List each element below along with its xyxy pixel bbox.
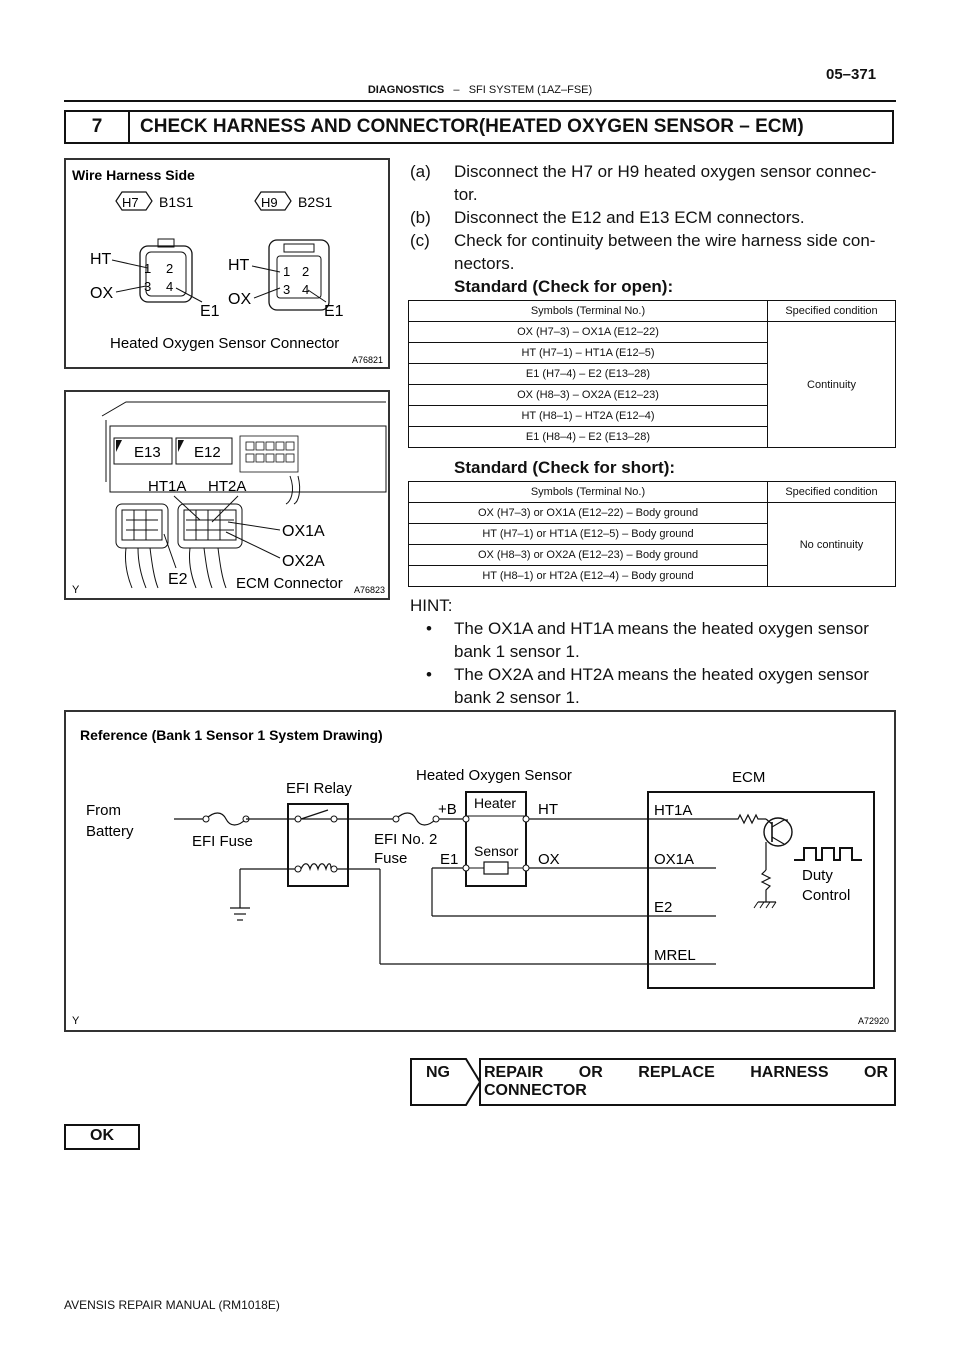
short-check-table [408, 481, 896, 587]
hint-item-2 [410, 663, 896, 709]
open-row-6: E1 (H8–4) – E2 (E13–28) [409, 427, 768, 448]
ht-label: HT [538, 801, 558, 818]
header-rule [64, 100, 896, 102]
open-condition: Continuity [768, 322, 896, 448]
instr-a-label: (a) [410, 162, 431, 181]
e12-label: E12 [194, 444, 221, 461]
ok-box [64, 1124, 140, 1150]
transistor-symbol [764, 818, 792, 846]
step-title-box [64, 110, 894, 144]
ecm-ox1a-label: OX1A [654, 851, 695, 868]
step-title: CHECK HARNESS AND CONNECTOR(HEATED OXYGEN SENSOR – ECM) [140, 116, 804, 137]
short-row-1: OX (H7–3) or OX1A (E12–22) – Body ground [409, 503, 768, 524]
hint-bullet-1: • [426, 619, 432, 638]
instruction-c [410, 229, 896, 275]
sensor-label: Sensor [474, 843, 519, 859]
short-row-3: OX (H8–3) or OX2A (E12–23) – Body ground [409, 545, 768, 566]
ok-label: OK [90, 1127, 114, 1144]
short-row-4: HT (H8–1) or HT2A (E12–4) – Body ground [409, 566, 768, 587]
footer: AVENSIS REPAIR MANUAL (RM1018E) [64, 1298, 280, 1312]
instr-c-label: (c) [410, 231, 430, 250]
e1-label: E1 [440, 851, 459, 868]
h9-pin3: 3 [283, 282, 291, 297]
ox-right-label: OX [228, 291, 252, 308]
open-row-1: OX (H7–3) – OX1A (E12–22) [409, 322, 768, 343]
system-drawing [66, 712, 894, 1030]
short-condition: No continuity [768, 503, 896, 587]
header-section: DIAGNOSTICS [367, 84, 445, 96]
hint-1-line2: bank 1 sensor 1. [454, 642, 580, 661]
instr-b-label: (b) [410, 208, 431, 227]
ecm-pin-grid [240, 436, 298, 472]
open-check-table [408, 300, 896, 448]
hint-item-1 [410, 617, 896, 663]
ox-label: OX [538, 851, 560, 868]
hint-label: HINT: [410, 596, 453, 615]
header-subsection: SFI SYSTEM (1AZ–FSE) [468, 84, 593, 96]
instr-c-text: Check for continuity between the wire harness side con- [454, 231, 876, 250]
efi-fuse-label: EFI Fuse [192, 833, 253, 850]
fig2-corner: Y [72, 584, 80, 596]
ht2a-label: HT2A [208, 478, 247, 495]
figure-system-drawing [64, 710, 896, 1032]
open-row-4: OX (H8–3) – OX2A (E12–23) [409, 385, 768, 406]
hint-2-line1: The OX2A and HT2A means the heated oxygen sensor [454, 665, 869, 684]
e13-label: E13 [134, 444, 161, 461]
e13-plug [116, 504, 168, 588]
instr-a-text: Disconnect the H7 or H9 heated oxygen sensor connec- [454, 162, 877, 181]
fig1-caption: Heated Oxygen Sensor Connector [110, 335, 340, 352]
instruction-b [410, 206, 896, 229]
hint-1-line1: The OX1A and HT1A means the heated oxygen sensor [454, 619, 869, 638]
short-check-heading: Standard (Check for short): [454, 458, 676, 477]
short-col1-header: Symbols (Terminal No.) [409, 482, 768, 503]
sensor-connector-drawing [66, 160, 388, 367]
hint-2-line2: bank 2 sensor 1. [454, 688, 580, 707]
efi-relay-label: EFI Relay [286, 780, 352, 797]
h7-pin3: 3 [144, 279, 152, 294]
h7-pin4: 4 [166, 279, 174, 294]
fig3-code: A72920 [858, 1016, 890, 1026]
h7-pin2: 2 [166, 261, 174, 276]
e12-plug [178, 504, 242, 588]
e1-left-label: E1 [200, 303, 220, 320]
open-col2-header: Specified condition [768, 301, 896, 322]
running-header [0, 84, 960, 96]
hos-label: Heated Oxygen Sensor [416, 767, 572, 784]
open-row-2: HT (H7–1) – HT1A (E12–5) [409, 343, 768, 364]
fuse-label: Fuse [374, 850, 408, 867]
open-check-heading: Standard (Check for open): [454, 277, 674, 296]
fig1-code: A76821 [352, 355, 384, 365]
ng-line1: REPAIR OR REPLACE HARNESS OR [484, 1064, 888, 1081]
duty-label: Duty [802, 867, 833, 884]
ox2a-label: OX2A [282, 553, 325, 570]
instr-b-text: Disconnect the E12 and E13 ECM connectors. [454, 208, 805, 227]
step-number: 7 [66, 112, 130, 142]
ecm-ht1a-label: HT1A [654, 802, 693, 819]
h9-pin2: 2 [302, 264, 310, 279]
h9-pin4: 4 [302, 282, 310, 297]
instr-a-cont: tor. [454, 185, 478, 204]
h7-pin1: 1 [144, 261, 152, 276]
ox1a-label: OX1A [282, 523, 325, 540]
ecm-label: ECM [732, 769, 766, 786]
short-col2-header: Specified condition [768, 482, 896, 503]
b2s1-label: B2S1 [298, 194, 333, 210]
open-row-3: E1 (H7–4) – E2 (E13–28) [409, 364, 768, 385]
battery-label: Battery [86, 823, 134, 840]
duty-waveform [794, 848, 862, 860]
h7-label: H7 [122, 195, 139, 210]
page-number: 05–371 [826, 66, 877, 83]
header-dash: – [453, 84, 460, 96]
ng-line2: CONNECTOR [484, 1082, 587, 1099]
from-label: From [86, 802, 121, 819]
efi-no2-fuse-symbol [396, 813, 436, 825]
plus-b-label: +B [438, 801, 457, 818]
h9-pin1: 1 [283, 264, 291, 279]
efi-no2-label: EFI No. 2 [374, 831, 438, 848]
instr-c-cont: nectors. [454, 254, 515, 273]
efi-fuse-symbol [206, 813, 246, 825]
fig3-corner: Y [72, 1015, 80, 1027]
heater-label: Heater [474, 795, 517, 811]
ecm-connector-drawing [66, 392, 388, 598]
fig1-title: Wire Harness Side [72, 167, 195, 183]
fig2-code: A76823 [354, 585, 386, 595]
hint-bullet-2: • [426, 665, 432, 684]
open-row-5: HT (H8–1) – HT2A (E12–4) [409, 406, 768, 427]
ecm-e2-label: E2 [654, 899, 673, 916]
ng-repair-box [410, 1058, 896, 1106]
control-label: Control [802, 887, 851, 904]
ecm-mrel-label: MREL [654, 947, 696, 964]
ht1a-label: HT1A [148, 478, 187, 495]
ht-left-label: HT [90, 251, 112, 268]
b1s1-label: B1S1 [159, 194, 194, 210]
short-row-2: HT (H7–1) or HT1A (E12–5) – Body ground [409, 524, 768, 545]
h9-label: H9 [261, 195, 278, 210]
instruction-a [410, 160, 896, 206]
open-col1-header: Symbols (Terminal No.) [409, 301, 768, 322]
fig2-caption: ECM Connector [236, 575, 343, 592]
ng-label: NG [426, 1064, 450, 1081]
fig3-title: Reference (Bank 1 Sensor 1 System Drawing) [80, 727, 383, 743]
figure-ecm-connector [64, 390, 390, 600]
h9-connector [269, 240, 329, 310]
e2-label: E2 [168, 571, 188, 588]
e1-right-label: E1 [324, 303, 344, 320]
ox-left-label: OX [90, 285, 114, 302]
ht-right-label: HT [228, 257, 250, 274]
figure-sensor-connector [64, 158, 390, 369]
